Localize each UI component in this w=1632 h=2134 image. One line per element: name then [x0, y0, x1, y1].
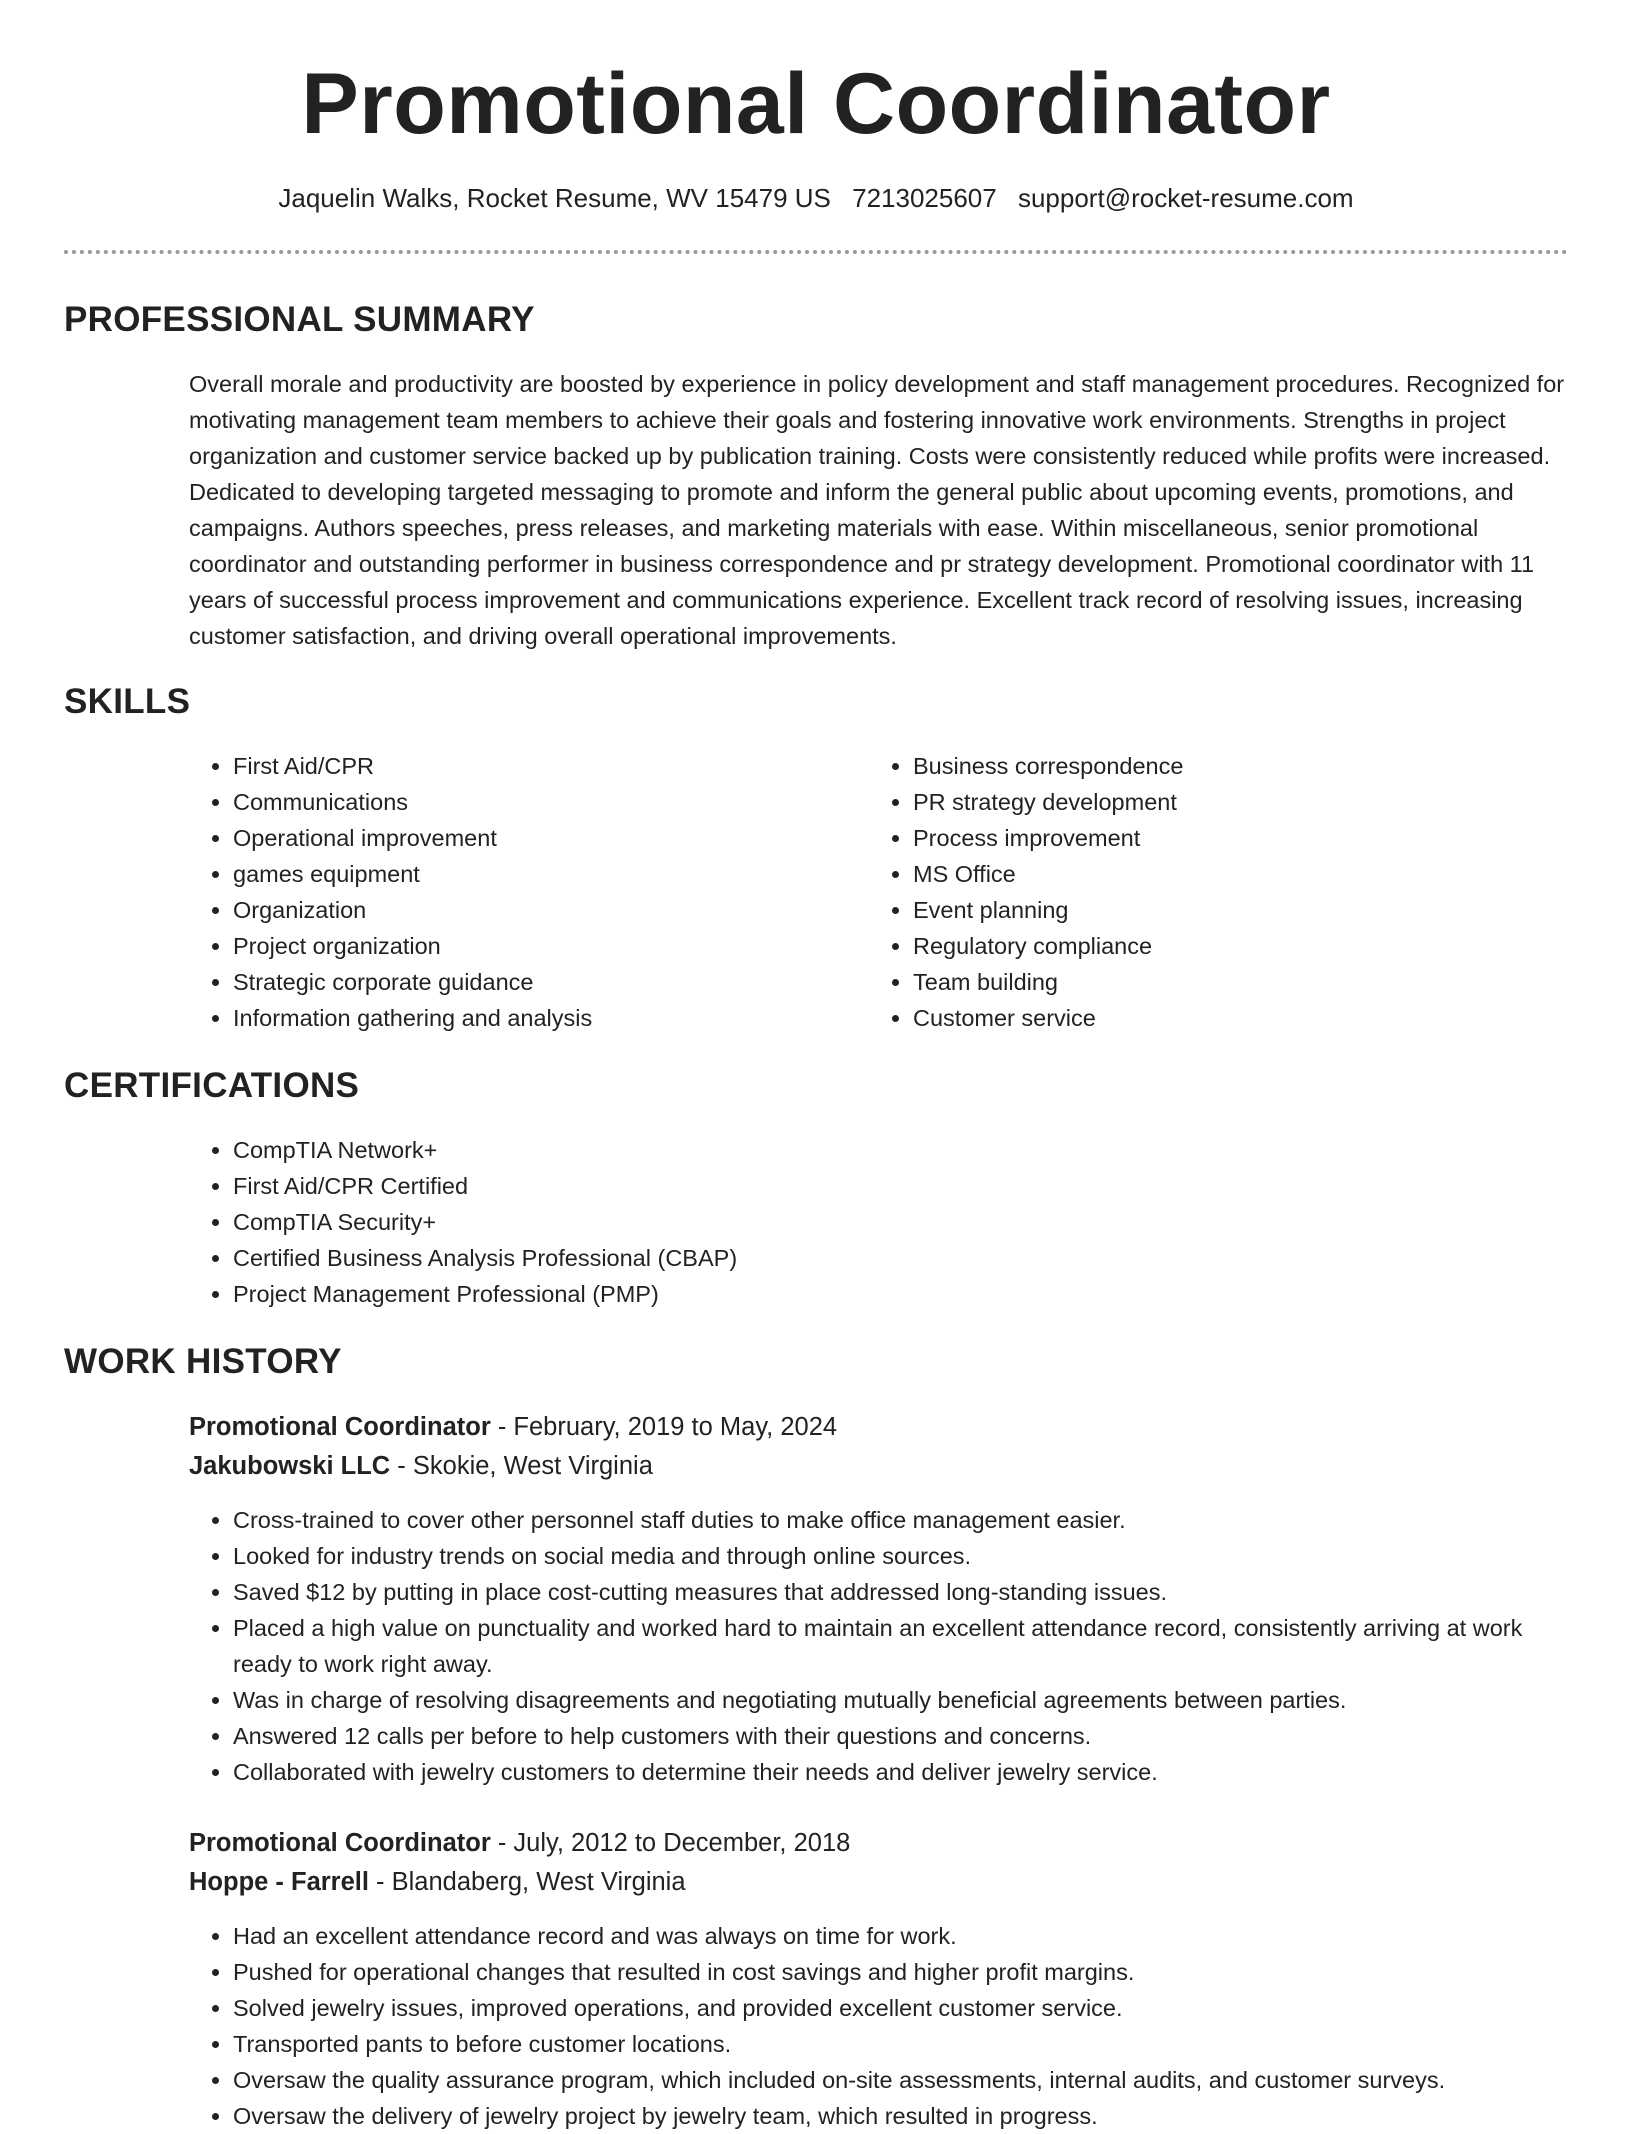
skill-item: • Process improvement — [913, 820, 1509, 856]
skill-item: • Customer service — [913, 1000, 1509, 1036]
certification-item: • CompTIA Network+ — [233, 1132, 1389, 1168]
certification-item: • Certified Business Analysis Professional (CBAP) — [233, 1240, 1389, 1276]
skill-item: • Communications — [233, 784, 829, 820]
job-title-line — [189, 1408, 1569, 1447]
skill-item: • PR strategy development — [913, 784, 1509, 820]
header-divider — [64, 250, 1568, 254]
certifications-heading: CERTIFICATIONS — [64, 1066, 360, 1105]
job-dates: - July, 2012 to December, 2018 — [490, 1829, 851, 1857]
job-bullet: • Had an excellent attendance record and was always on time for work. — [233, 1918, 1569, 1954]
page-title: Promotional Coordinator — [301, 56, 1331, 152]
certification-item: • First Aid/CPR Certified — [233, 1168, 1389, 1204]
contact-email: support@rocket-resume.com — [1017, 183, 1354, 213]
skill-item: • Organization — [233, 892, 829, 928]
job-bullet: • Answered 12 calls per before to help customers with their questions and concerns. — [233, 1718, 1569, 1754]
contact-phone: 7213025607 — [852, 183, 997, 213]
job-bullet: • Saved $12 by putting in place cost-cutting measures that addressed long-standing issues. — [233, 1574, 1569, 1610]
job-entry — [189, 1408, 1569, 1790]
skill-item: • Team building — [913, 964, 1509, 1000]
skill-item: • Operational improvement — [233, 820, 829, 856]
certifications-list — [189, 1132, 1389, 1312]
skill-item: • games equipment — [233, 856, 829, 892]
job-bullet: • Placed a high value on punctuality and worked hard to maintain an excellent attendance record, consistently arriving at work ready to work right away. — [233, 1610, 1569, 1682]
job-location: - Blandaberg, West Virginia — [368, 1868, 686, 1896]
certification-item: • Project Management Professional (PMP) — [233, 1276, 1389, 1312]
skill-item: • Event planning — [913, 892, 1509, 928]
certification-item: • CompTIA Security+ — [233, 1204, 1389, 1240]
job-dates: - February, 2019 to May, 2024 — [490, 1413, 838, 1441]
job-company-line — [189, 1863, 1569, 1902]
job-title: Promotional Coordinator — [189, 1413, 491, 1441]
job-bullet: • Cross-trained to cover other personnel staff duties to make office management easier. — [233, 1502, 1569, 1538]
summary-text: Overall morale and productivity are boosted by experience in policy development and staff management procedures. Recognized for motivating management team members to achieve their goals and fostering innovative work environments. Strengths in project organization and customer service backed up by publication training. Costs were consistently reduced while profits were increased. Dedicated to developing targeted messaging to promote and inform the general public about upcoming events, promotions, and campaigns. Authors speeches, press releases, and marketing materials with ease. Within miscellaneous, senior promotional coordinator and outstanding performer in business correspondence and pr strategy development. Promotional coordinator with 11 years of successful process improvement and communications experience. Excellent track record of resolving issues, increasing customer satisfaction, and driving overall operational improvements. — [189, 371, 1565, 649]
contact-address: Jaquelin Walks, Rocket Resume, WV 15479 US — [278, 183, 831, 213]
skill-item: • First Aid/CPR — [233, 748, 829, 784]
skills-column-right — [869, 748, 1509, 1036]
job-bullet: • Looked for industry trends on social media and through online sources. — [233, 1538, 1569, 1574]
job-bullet: • Oversaw the delivery of jewelry project by jewelry team, which resulted in progress. — [233, 2098, 1569, 2134]
skill-item: • Strategic corporate guidance — [233, 964, 829, 1000]
job-location: - Skokie, West Virginia — [390, 1452, 653, 1480]
job-bullet: • Was in charge of resolving disagreements and negotiating mutually beneficial agreements between parties. — [233, 1682, 1569, 1718]
skill-item: • Regulatory compliance — [913, 928, 1509, 964]
job-bullet: • Collaborated with jewelry customers to determine their needs and deliver jewelry service. — [233, 1754, 1569, 1790]
work-history-heading: WORK HISTORY — [64, 1342, 342, 1381]
job-bullet: • Transported pants to before customer locations. — [233, 2026, 1569, 2062]
job-title-line — [189, 1824, 1569, 1863]
job-company: Jakubowski LLC — [189, 1452, 391, 1480]
job-company-line — [189, 1447, 1569, 1486]
job-bullet: • Solved jewelry issues, improved operations, and provided excellent customer service. — [233, 1990, 1569, 2026]
job-title: Promotional Coordinator — [189, 1829, 491, 1857]
job-company: Hoppe - Farrell — [189, 1868, 369, 1896]
skill-item: • MS Office — [913, 856, 1509, 892]
skills-heading: SKILLS — [64, 682, 191, 721]
job-bullet: • Oversaw the quality assurance program, which included on-site assessments, internal audits, and customer surveys. — [233, 2062, 1569, 2098]
summary-heading: PROFESSIONAL SUMMARY — [64, 300, 535, 339]
skill-item: • Project organization — [233, 928, 829, 964]
skill-item: • Information gathering and analysis — [233, 1000, 829, 1036]
skills-column-left — [189, 748, 829, 1036]
skill-item: • Business correspondence — [913, 748, 1509, 784]
job-bullet: • Pushed for operational changes that resulted in cost savings and higher profit margins. — [233, 1954, 1569, 1990]
contact-line — [0, 180, 1632, 216]
job-entry — [189, 1824, 1569, 2134]
